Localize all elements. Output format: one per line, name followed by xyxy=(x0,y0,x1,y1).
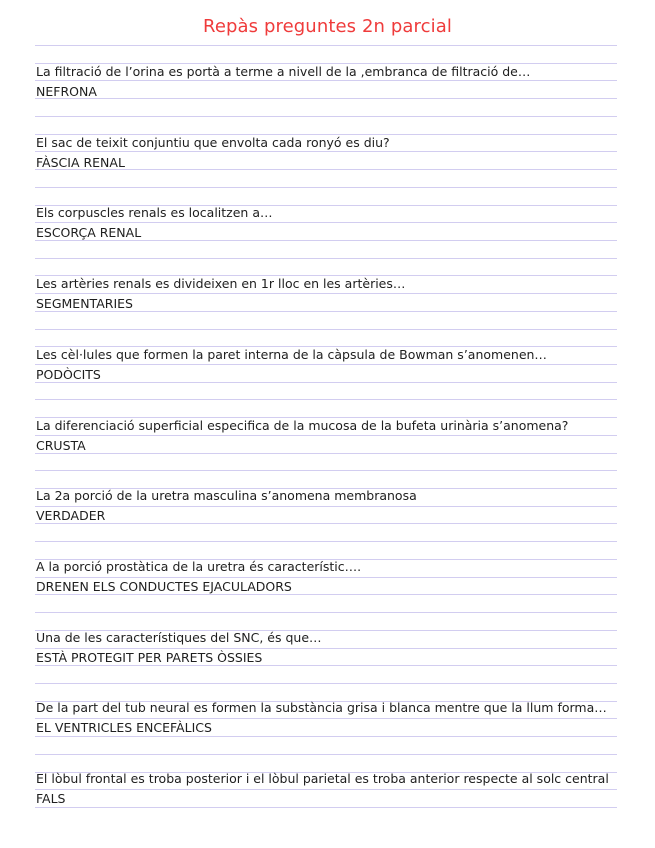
rule-line xyxy=(35,293,617,294)
answer-text: FALS xyxy=(36,791,66,806)
rule-line xyxy=(35,718,617,719)
rule-line xyxy=(35,807,617,808)
question-text: Les cèl·lules que formen la paret interna de la càpsula de Bowman s’anomenen… xyxy=(36,346,547,362)
answer-text: PODÒCITS xyxy=(36,366,101,382)
question-text: El lòbul frontal es troba posterior i el lòbul parietal es troba anterior respecte al solc central xyxy=(36,771,609,786)
rule-line xyxy=(35,80,617,81)
question-text: El sac de teixit conjuntiu que envolta cada ronyó es diu? xyxy=(36,134,390,150)
question-text: La filtració de l’orina es portà a terme a nivell de la ,embranca de filtració de… xyxy=(36,64,531,79)
question-text: La diferenciació superficial especifica de la mucosa de la bufeta urinària s’anomena? xyxy=(36,417,569,433)
answer-text: ESTÀ PROTEGIT PER PARETS ÒSSIES xyxy=(36,649,263,665)
rule-line xyxy=(35,45,617,46)
question-text: De la part del tub neural es formen la substància grisa i blanca mentre que la llum forma… xyxy=(36,700,607,716)
rule-line xyxy=(35,541,617,542)
rule-line xyxy=(35,435,617,436)
rule-line xyxy=(35,577,617,578)
rule-line xyxy=(35,683,617,684)
answer-text: EL VENTRICLES ENCEFÀLICS xyxy=(36,720,212,736)
rule-line xyxy=(35,222,617,223)
rule-line xyxy=(35,329,617,330)
rule-line xyxy=(35,754,617,755)
question-text: Els corpuscles renals es localitzen a… xyxy=(36,205,273,221)
rule-line xyxy=(35,258,617,259)
question-text: Una de les característiques del SNC, és que… xyxy=(36,629,322,645)
rule-line xyxy=(35,399,617,400)
answer-text: ESCORÇA RENAL xyxy=(36,225,142,241)
answer-text: CRUSTA xyxy=(36,437,86,453)
answer-text: DRENEN ELS CONDUCTES EJACULADORS xyxy=(36,578,292,594)
rule-line xyxy=(35,364,617,365)
question-text: Les artèries renals es divideixen en 1r lloc en les artèries… xyxy=(36,276,406,292)
page-title: Repàs preguntes 2n parcial xyxy=(203,16,452,37)
rule-line xyxy=(35,470,617,471)
question-text: La 2a porció de la uretra masculina s’anomena membranosa xyxy=(36,488,417,504)
question-text: A la porció prostàtica de la uretra és característic…. xyxy=(36,558,362,574)
rule-line xyxy=(35,506,617,507)
answer-text: SEGMENTARIES xyxy=(36,296,133,312)
rule-line xyxy=(35,187,617,188)
rule-line xyxy=(35,648,617,649)
rule-line xyxy=(35,612,617,613)
answer-text: NEFRONA xyxy=(36,84,97,99)
answer-text: FÀSCIA RENAL xyxy=(36,154,125,170)
answer-text: VERDADER xyxy=(36,508,106,524)
rule-line xyxy=(35,151,617,152)
rule-line xyxy=(35,116,617,117)
